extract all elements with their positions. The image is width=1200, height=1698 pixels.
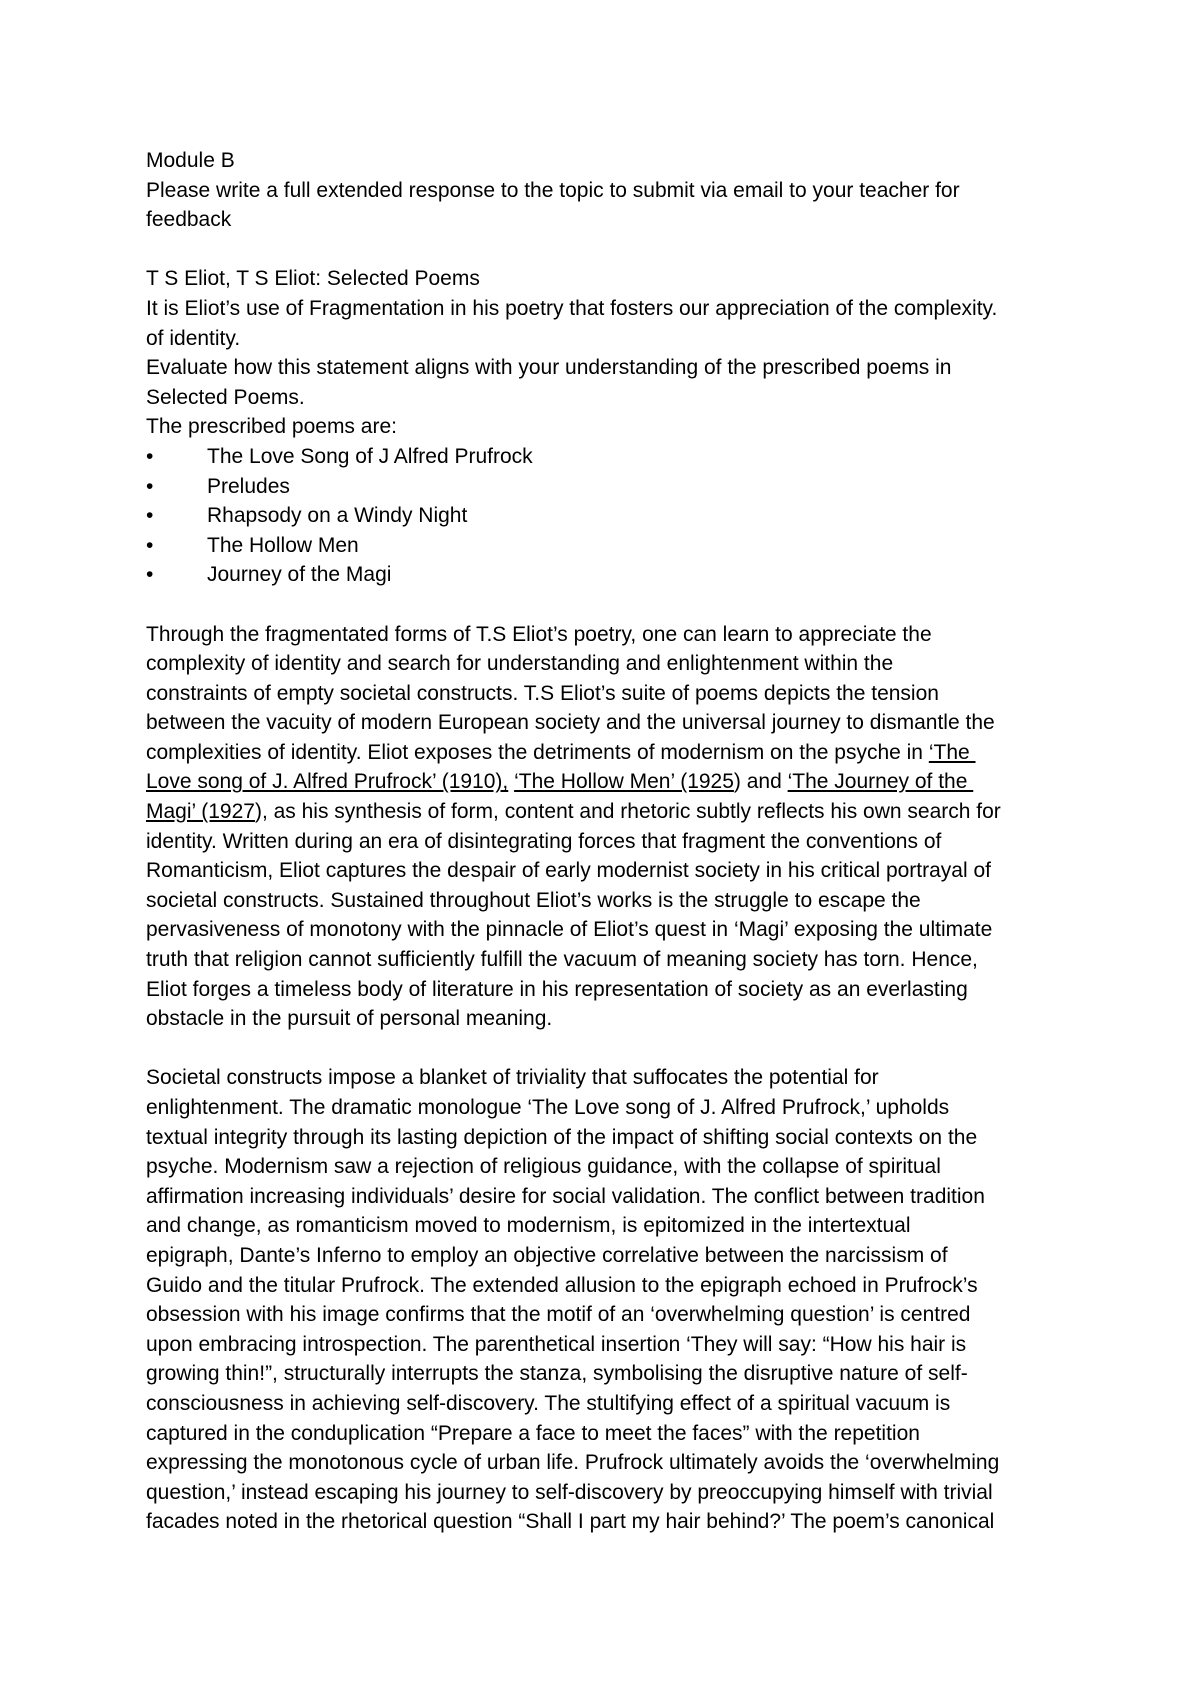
paragraph-line: psyche. Modernism saw a rejection of religious guidance, with the collapse of spiritual <box>146 1155 941 1179</box>
paragraph-line: Romanticism, Eliot captures the despair of early modernist society in his critical portrayal of <box>146 859 992 883</box>
task-line: Selected Poems. <box>146 385 305 409</box>
blank-line <box>146 590 1076 620</box>
statement-line: It is Eliot’s use of Fragmentation in his poetry that fosters our appreciation of the complexity. <box>146 296 998 320</box>
task-line: Evaluate how this statement aligns with your understanding of the prescribed poems in <box>146 356 952 380</box>
poem-list-item <box>146 472 1076 502</box>
module-heading: Module B <box>146 149 235 172</box>
underlined-title: ‘The Hollow Men’ (1925 <box>514 770 734 794</box>
paragraph-line: consciousness in achieving self-discovery. The stultifying effect of a spiritual vacuum is <box>146 1391 951 1415</box>
paragraph-line <box>146 738 1076 768</box>
poem-title: The Love Song of J Alfred Prufrock <box>207 444 533 468</box>
bullet-icon: • <box>146 504 154 528</box>
paragraph-line: Through the fragmentated forms of T.S Eliot’s poetry, one can learn to appreciate the <box>146 622 932 646</box>
poem-title: Rhapsody on a Windy Night <box>207 504 468 528</box>
intro-paragraph <box>146 620 1076 1034</box>
poem-title: The Hollow Men <box>207 533 359 557</box>
instruction-line: Please write a full extended response to the topic to submit via email to your teacher for <box>146 178 960 202</box>
paragraph-line: Eliot forges a timeless body of literature in his representation of society as an everlasting <box>146 977 968 1001</box>
text-span: ) and <box>733 770 788 794</box>
paragraph-line: facades noted in the rhetorical question “Shall I part my hair behind?’ The poem’s canonical <box>146 1510 995 1534</box>
paragraph-line: constraints of empty societal constructs. T.S Eliot’s suite of poems depicts the tension <box>146 681 939 705</box>
bullet-icon: • <box>146 474 154 498</box>
poem-list-item <box>146 560 1076 590</box>
underlined-title: Love song of J. Alfred Prufrock’ (1910), <box>146 770 509 794</box>
text-title: T S Eliot, T S Eliot: Selected Poems <box>146 267 480 291</box>
list-intro: The prescribed poems are: <box>146 415 397 439</box>
underlined-title: Magi’ (1927 <box>146 800 255 824</box>
paragraph-line: pervasiveness of monotony with the pinnacle of Eliot’s quest in ‘Magi’ exposing the ultimate <box>146 918 993 942</box>
paragraph-line <box>146 767 1076 797</box>
paragraph-line: identity. Written during an era of disintegrating forces that fragment the conventions of <box>146 829 942 853</box>
blank-line <box>146 1034 1076 1064</box>
underlined-title: ‘The <box>928 740 976 764</box>
paragraph-line: complexity of identity and search for understanding and enlightenment within the <box>146 652 894 676</box>
paragraph-line: enlightenment. The dramatic monologue ‘The Love song of J. Alfred Prufrock,’ upholds <box>146 1096 950 1119</box>
paragraph-line: upon embracing introspection. The parenthetical insertion ‘They will say: “How his hair is <box>146 1332 967 1356</box>
document-page <box>146 146 1076 1537</box>
poem-list-item <box>146 531 1076 561</box>
underlined-title: ‘The Journey of the <box>787 770 974 794</box>
blank-line <box>146 235 1076 265</box>
body-paragraph <box>146 1063 1076 1537</box>
text-span: complexities of identity. Eliot exposes the detriments of modernism on the psyche in <box>146 740 929 764</box>
poem-title: Journey of the Magi <box>207 563 392 587</box>
paragraph-line: Guido and the titular Prufrock. The extended allusion to the epigraph echoed in Prufrock’s <box>146 1273 978 1297</box>
paragraph-line: obstacle in the pursuit of personal meaning. <box>146 1007 553 1031</box>
paragraph-line: truth that religion cannot sufficiently fulfill the vacuum of meaning society has torn. Hence, <box>146 948 978 972</box>
bullet-icon: • <box>146 533 154 557</box>
paragraph-line: between the vacuity of modern European society and the universal journey to dismantle the <box>146 711 995 735</box>
statement-line: of identity. <box>146 326 241 350</box>
paragraph-line: affirmation increasing individuals’ desire for social validation. The conflict between tradition <box>146 1184 985 1208</box>
text-span: ), as his synthesis of form, content and rhetoric subtly reflects his own search for <box>254 800 1001 824</box>
paragraph-line: question,’ instead escaping his journey to self-discovery by preoccupying himself with trivial <box>146 1480 993 1504</box>
paragraph-line: societal constructs. Sustained throughout Eliot’s works is the struggle to escape the <box>146 888 921 912</box>
paragraph-line: expressing the monotonous cycle of urban life. Prufrock ultimately avoids the ‘overwhelming <box>146 1451 1000 1475</box>
paragraph-line: captured in the conduplication “Prepare a face to meet the faces” with the repetition <box>146 1421 920 1445</box>
paragraph-line: growing thin!”, structurally interrupts the stanza, symbolising the disruptive nature of self- <box>146 1362 968 1386</box>
paragraph-line: obsession with his image confirms that the motif of an ‘overwhelming question’ is centred <box>146 1303 971 1327</box>
paragraph-line <box>146 797 1076 827</box>
bullet-icon: • <box>146 563 154 587</box>
instruction-line: feedback <box>146 208 232 232</box>
poem-list-item <box>146 442 1076 472</box>
paragraph-line: textual integrity through its lasting depiction of the impact of shifting social contexts on the <box>146 1125 978 1149</box>
paragraph-line: Societal constructs impose a blanket of triviality that suffocates the potential for <box>146 1066 879 1090</box>
poem-title: Preludes <box>207 474 290 498</box>
bullet-icon: • <box>146 444 154 468</box>
paragraph-line: epigraph, Dante’s Inferno to employ an objective correlative between the narcissism of <box>146 1243 948 1267</box>
poem-list-item <box>146 501 1076 531</box>
paragraph-line: and change, as romanticism moved to modernism, is epitomized in the intertextual <box>146 1214 911 1238</box>
